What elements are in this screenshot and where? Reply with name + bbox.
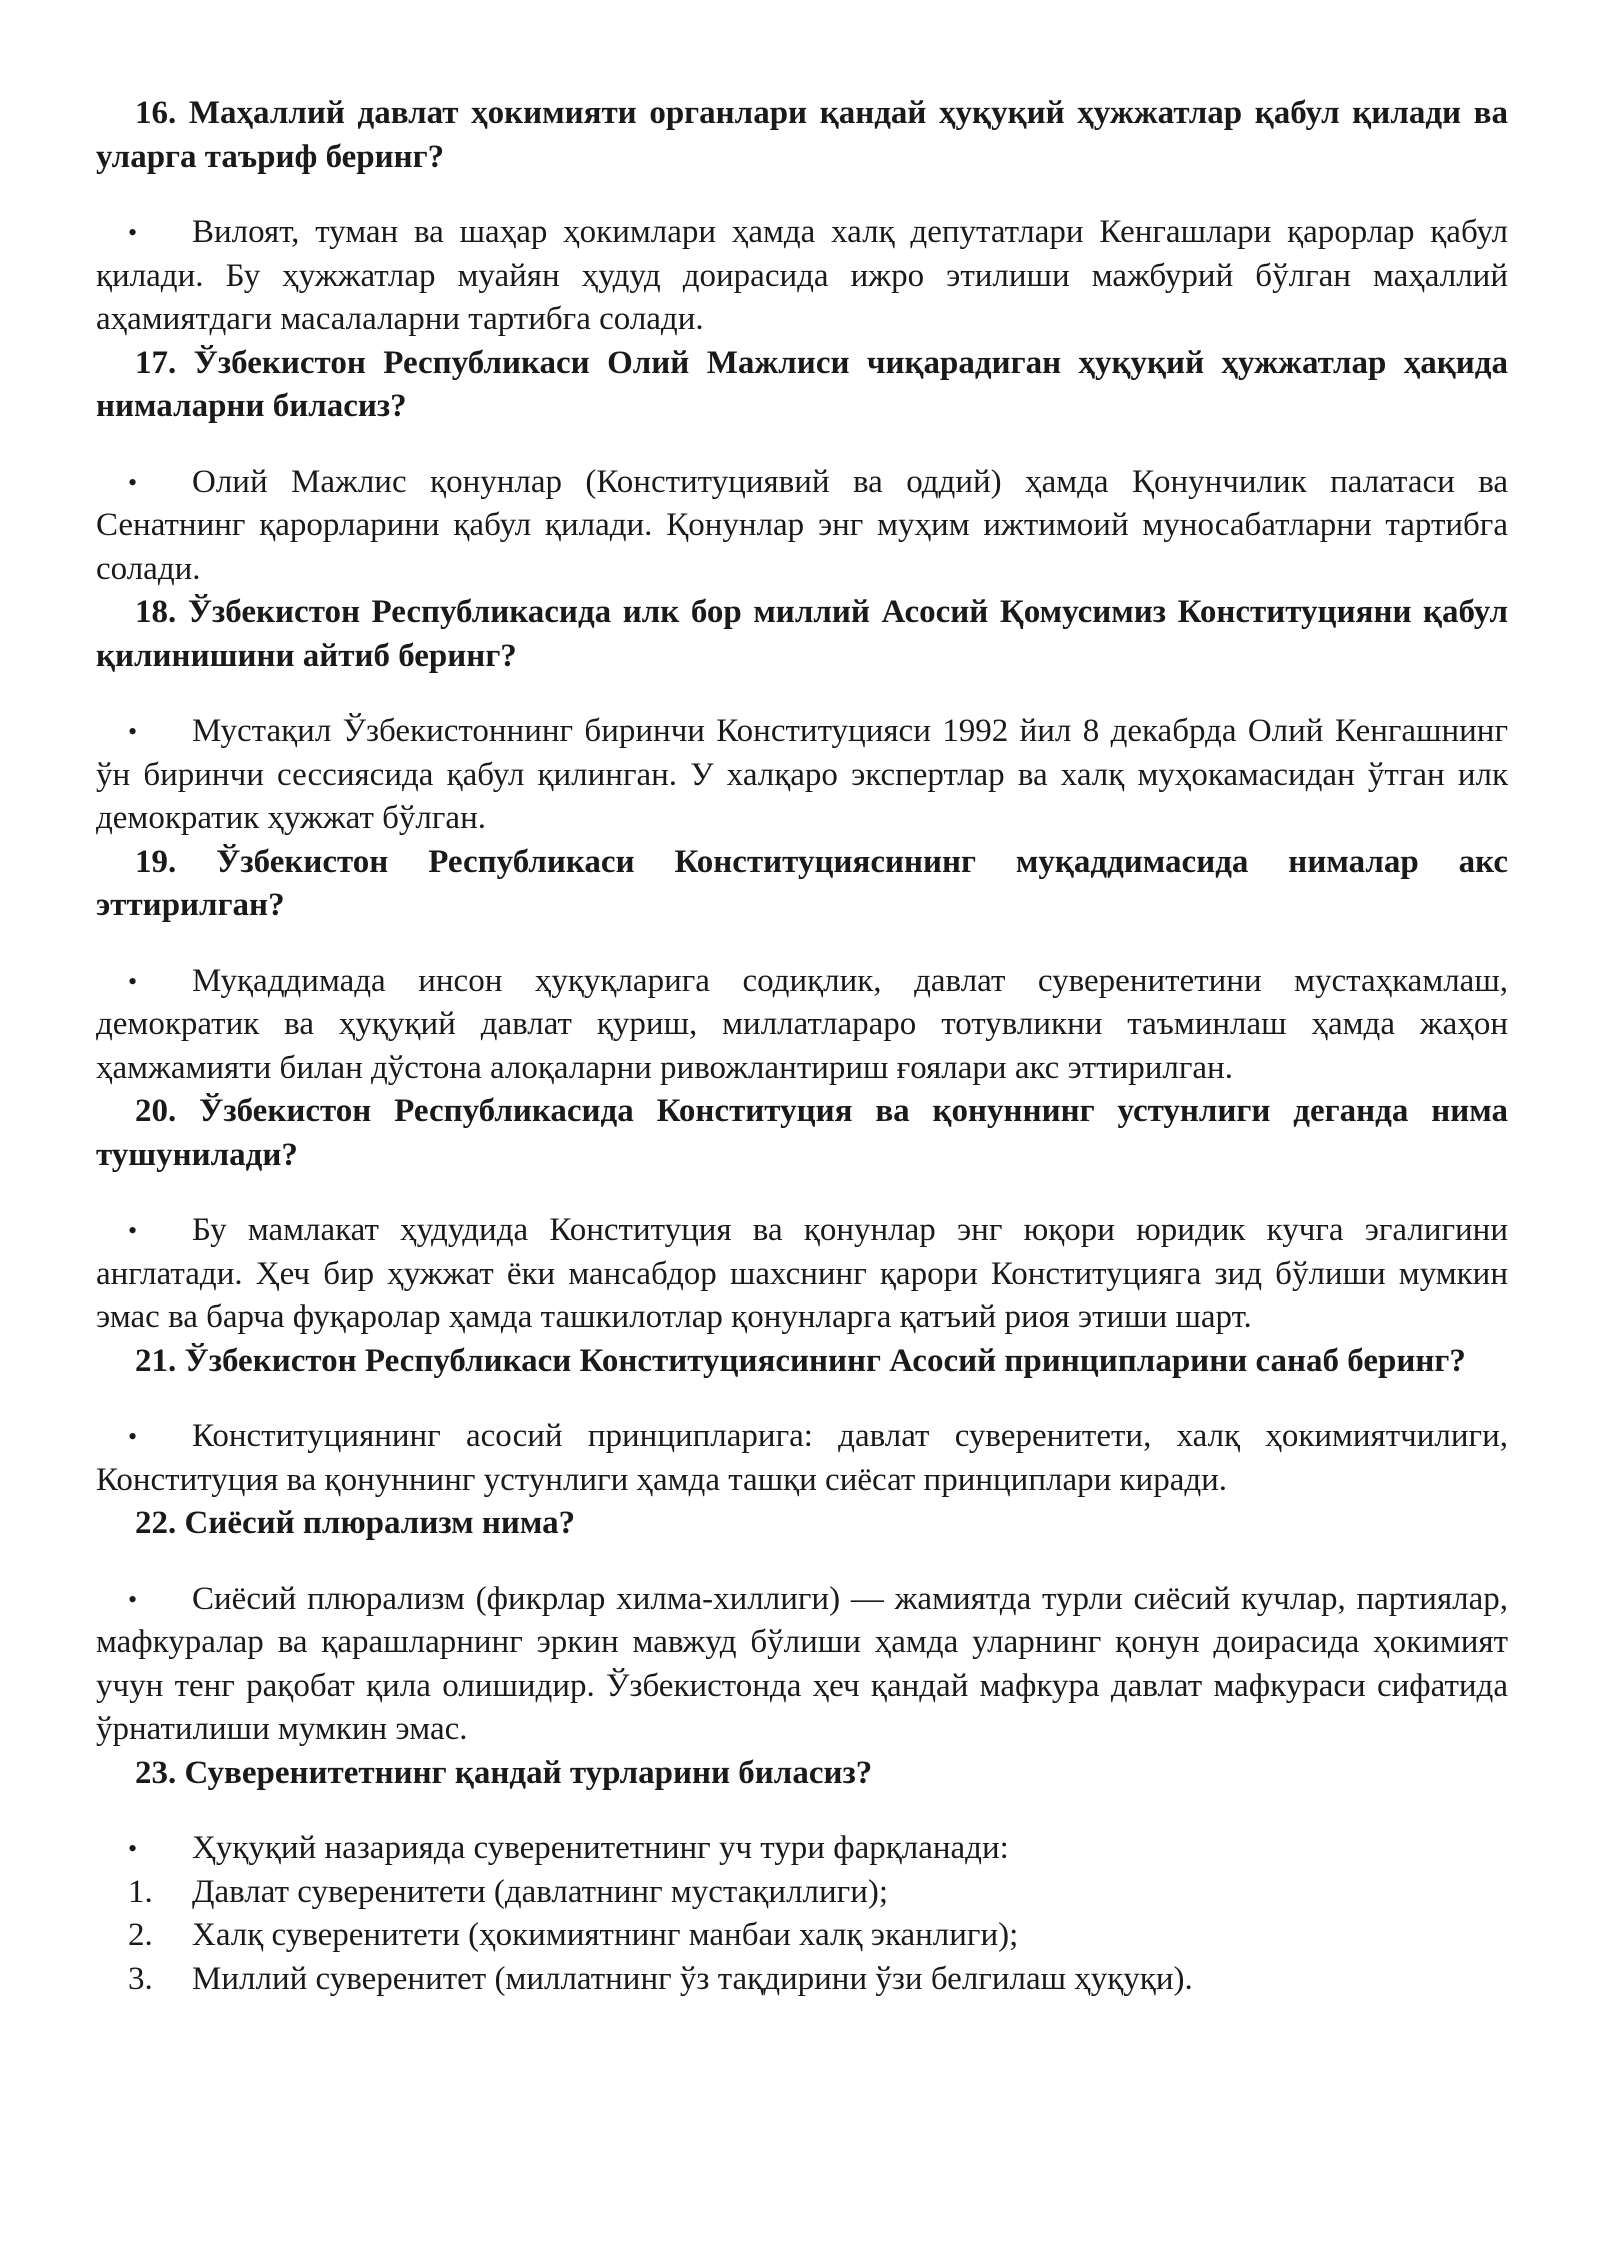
bullet-icon: • <box>128 1834 138 1863</box>
bullet-icon: • <box>128 218 138 247</box>
bullet-icon: • <box>128 467 138 497</box>
bullet-icon: • <box>128 1216 138 1245</box>
answer-17 <box>96 461 1508 592</box>
list-item <box>96 1914 1508 1958</box>
question-23: 23. Суверенитетнинг қандай турларини биласиз? <box>135 1754 873 1791</box>
bullet-icon: • <box>128 717 138 746</box>
list-item <box>96 1958 1508 2002</box>
question-16: 16. Маҳаллий давлат ҳокимияти органлари қандай ҳуқуқий ҳужжатлар қабул қилади ва уларга таъриф беринг? <box>96 95 1508 175</box>
bullet-icon: • <box>128 1422 138 1451</box>
answer-21 <box>96 1415 1508 1502</box>
list-item-text: Давлат суверенитети (давлатнинг мустақиллиги); <box>192 1873 889 1910</box>
question-17: 17. Ўзбекистон Республикаси Олий Мажлиси чиқарадиган ҳуқуқий ҳужжатлар ҳақида нималарни биласиз? <box>96 344 1508 424</box>
answer-text: Сиёсий плюрализм (фикрлар хилма-хиллиги) — жамиятда турли сиёсий кучлар, партиялар, мафкуралар ва қарашларнинг эркин мавжуд бўлиши ҳамда уларнинг қонун доирасида ҳокимият учун тенг рақобат қила олишидир. Ўзбекистонда ҳеч қандай мафкура давлат мафкураси сифатида ўрнатилиши мумкин эмас. <box>96 1580 1508 1747</box>
list-intro <box>96 1827 1508 1871</box>
question-20: 20. Ўзбекистон Республикасида Конституция ва қонуннинг устунлиги деганда нима тушунилади? <box>96 1093 1508 1173</box>
list-item-text: Миллий суверенитет (миллатнинг ўз тақдирини ўзи белгилаш ҳуқуқи). <box>192 1960 1193 1997</box>
bullet-icon: • <box>128 1584 138 1614</box>
answer-22 <box>96 1578 1508 1752</box>
answer-text: Мустақил Ўзбекистоннинг биринчи Конституцияси 1992 йил 8 декабрда Олий Кенгашнинг ўн биринчи сессиясида қабул қилинган. У халқаро экспертлар ва халқ муҳокамасидан ўтган илк демократик ҳужжат бўлган. <box>96 713 1508 836</box>
answer-16 <box>96 211 1508 342</box>
answer-text: Муқаддимада инсон ҳуқуқларига содиқлик, давлат суверенитетини мустаҳкамлаш, демократик ва ҳуқуқий давлат қуриш, миллатлараро тотувликни таъминлаш ҳамда жаҳон ҳамжамияти билан дўстона алоқаларни ривожлантириш ғоялари акс эттирилган. <box>96 962 1508 1086</box>
list-number: 3. <box>128 1960 153 1997</box>
list-item <box>96 1871 1508 1915</box>
question-18: 18. Ўзбекистон Республикасида илк бор миллий Асосий Қомусимиз Конституцияни қабул қилинишини айтиб беринг? <box>96 594 1508 674</box>
question-22: 22. Сиёсий плюрализм нима? <box>135 1505 576 1541</box>
list-number: 2. <box>128 1917 153 1953</box>
list-item-text: Халқ суверенитети (ҳокимиятнинг манбаи халқ эканлиги); <box>192 1917 1019 1953</box>
answer-text: Бу мамлакат ҳудудида Конституция ва қонунлар энг юқори юридик кучга эгалигини англатади. Ҳеч бир ҳужжат ёки мансабдор шахснинг қарори Конституцияга зид бўлиши мумкин эмас ва барча фуқаролар ҳамда ташкилотлар қонунларга қатъий риоя этиши шарт. <box>96 1212 1508 1335</box>
list-number: 1. <box>128 1873 153 1910</box>
document-page <box>96 92 1508 2001</box>
answer-20 <box>96 1209 1508 1340</box>
question-21: 21. Ўзбекистон Республикаси Конституциясининг Асосий принципларини санаб беринг? <box>135 1342 1466 1379</box>
answer-text: Конституциянинг асосий принципларига: давлат суверенитети, халқ ҳокимиятчилиги, Конституция ва қонуннинг устунлиги ҳамда ташқи сиёсат принциплари киради. <box>96 1418 1508 1498</box>
sovereignty-list <box>96 1827 1508 2001</box>
answer-text: Олий Мажлис қонунлар (Конституциявий ва оддий) ҳамда Қонунчилик палатаси ва Сенатнинг қарорларини қабул қилади. Қонунлар энг муҳим ижтимоий муносабатларни тартибга солади. <box>96 463 1508 587</box>
question-19: 19. Ўзбекистон Республикаси Конституциясининг муқаддимасида нималар акс эттирилган? <box>96 843 1508 923</box>
bullet-icon: • <box>128 966 138 996</box>
answer-18 <box>96 710 1508 841</box>
answer-19 <box>96 960 1508 1091</box>
list-intro-text: Ҳуқуқий назарияда суверенитетнинг уч тури фарқланади: <box>192 1830 1009 1866</box>
answer-text: Вилоят, туман ва шаҳар ҳокимлари ҳамда халқ депутатлари Кенгашлари қарорлар қабул қилади. Бу ҳужжатлар муайян ҳудуд доирасида ижро этилиши мажбурий бўлган маҳаллий аҳамиятдаги масалаларни тартибга солади. <box>96 214 1508 337</box>
